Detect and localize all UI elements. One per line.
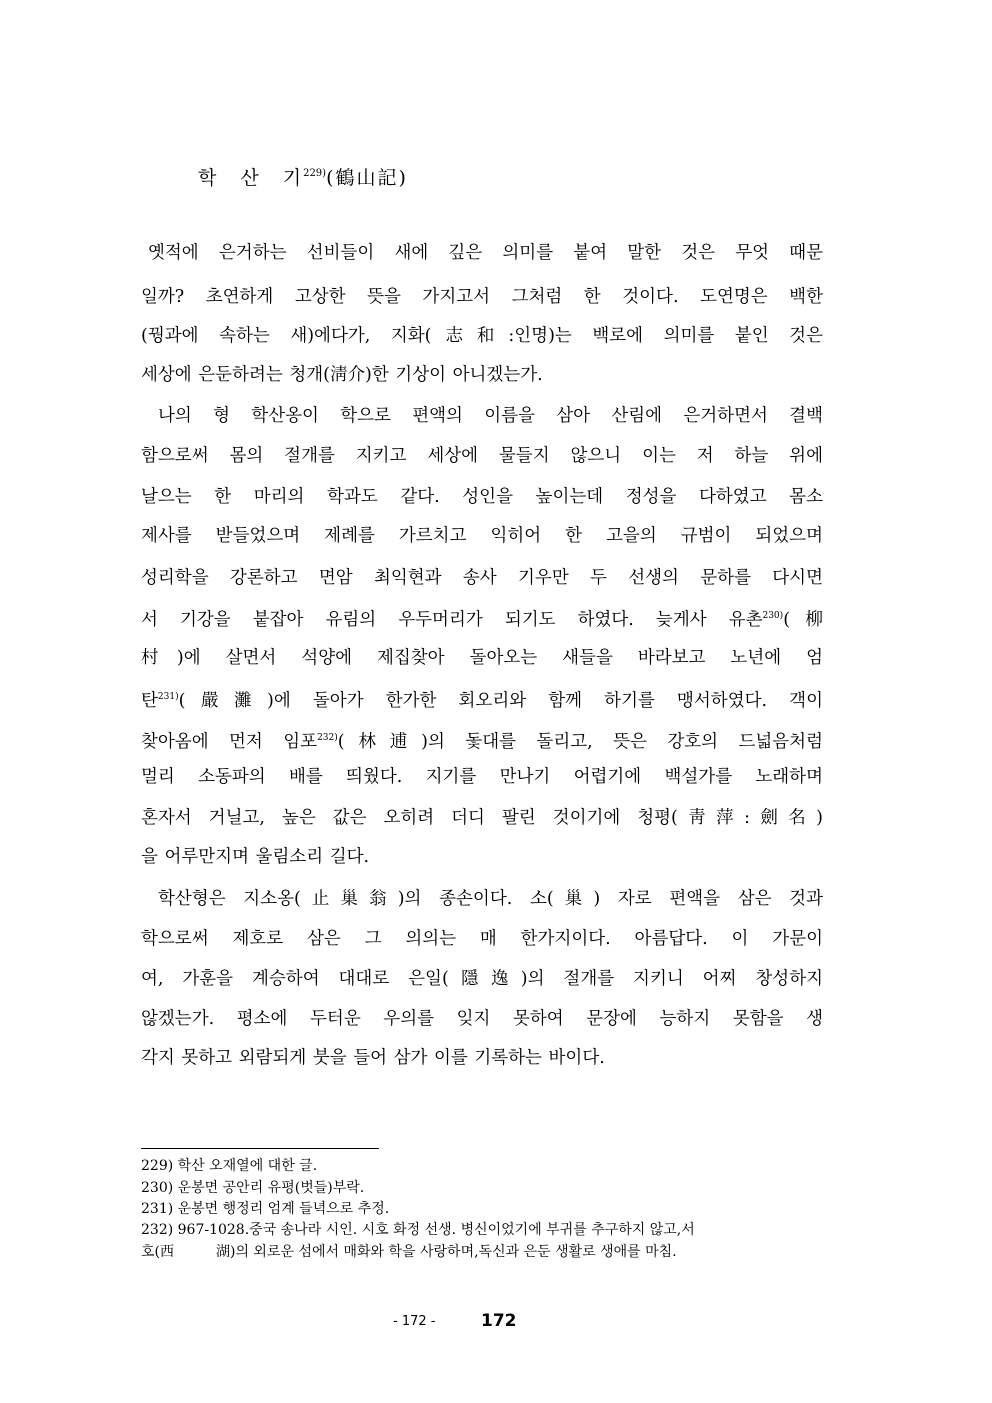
paragraph3-line-5: 각지 못하고 외람되게 붓을 들어 삼가 이를 기록하는 바이다.	[141, 1048, 605, 1068]
paragraph2-line-8	[141, 687, 823, 711]
footnote-229: 229) 학산 오재열에 대한 글.	[141, 1158, 318, 1174]
footnote-ref-232: 232)	[317, 733, 338, 743]
paragraph3-line-4: 않겠는가. 평소에 두터운 우의를 잊지 못하여 문장에 능하지 못함을 생	[141, 1009, 823, 1029]
paragraph1-line-1: 옛적에 은거하는 선비들이 새에 깊은 의미를 붙여 말한 것은 무엇 때문	[148, 243, 823, 263]
line-9-text-b: (林逋)의 돛대를 돌리고, 뜻은 강호의 드넓음처럼	[337, 732, 823, 752]
paragraph1-line-4: 세상에 은둔하려는 청개(淸介)한 기상이 아니겠는가.	[141, 365, 543, 385]
paragraph3-line-1: 학산형은 지소옹(止巢翁)의 종손이다. 소(巢) 자로 편액을 삼은 것과	[158, 889, 823, 909]
paragraph2-line-2: 함으로써 몸의 절개를 지키고 세상에 물들지 않으니 이는 저 하늘 위에	[141, 446, 823, 466]
footnote-ref-230: 230)	[762, 611, 784, 621]
footnote-230: 230) 운봉면 공안리 유평(벗들)부락.	[141, 1180, 365, 1196]
page-number: - 172 -	[393, 1314, 436, 1329]
footnote-ref-229: 229)	[303, 168, 327, 179]
page-number-bold: 172	[481, 1311, 517, 1331]
paragraph2-line-9	[141, 728, 823, 752]
line-8-text-a: 탄	[141, 691, 158, 711]
title-char-2: 산	[240, 167, 261, 189]
line-6-text-a: 서 기강을 붙잡아 유림의 우두머리가 되기도 하였다. 늦게사 유촌	[141, 610, 763, 630]
paragraph2-line-11: 혼자서 거닐고, 높은 값은 오히려 더디 팔린 것이기에 청평(靑萍:劍名)	[141, 808, 823, 828]
paragraph2-line-10: 멀리 소동파의 배를 띄웠다. 지기를 만나기 어렵기에 백설가를 노래하며	[141, 767, 823, 787]
paragraph2-line-5: 성리학을 강론하고 면암 최익현과 송사 기우만 두 선생의 문하를 다시면	[141, 568, 823, 588]
paragraph3-line-2: 학으로써 제호로 삼은 그 의의는 매 한가지이다. 아름답다. 이 가문이	[141, 929, 823, 949]
footnote-ref-231: 231)	[157, 692, 179, 702]
footnote-232-line-1: 232) 967-1028.중국 송나라 시인. 시호 화정 선생. 병신이었기에 부귀를 추구하지 않고,서	[141, 1222, 695, 1238]
line-6-text-b: (柳	[783, 610, 824, 630]
paragraph1-line-2: 일까? 초연하게 고상한 뜻을 가지고서 그처럼 한 것이다. 도연명은 백한	[141, 287, 823, 307]
paragraph2-line-1: 나의 형 학산옹이 학으로 편액의 이름을 삼아 산림에 은거하면서 결백	[158, 406, 823, 426]
title-char-1: 학	[198, 167, 219, 189]
page-title	[198, 163, 408, 190]
paragraph2-line-6	[141, 606, 823, 630]
paragraph3-line-3: 여, 가훈을 계승하여 대대로 은일(隱逸)의 절개를 지키니 어찌 창성하지	[141, 969, 823, 989]
paragraph2-line-7: 村)에 살면서 석양에 제집찾아 돌아오는 새들을 바라보고 노년에 엄	[141, 648, 823, 668]
footnote-232-line-2	[141, 1244, 857, 1261]
footnote-divider	[141, 1148, 379, 1149]
footnote-231: 231) 운봉면 행정리 엄계 들녁으로 추정.	[141, 1201, 390, 1217]
paragraph2-line-4: 제사를 받들었으며 제례를 가르치고 익히어 한 고을의 규범이 되었으며	[141, 526, 823, 546]
line-8-text-b: (嚴灘)에 돌아가 한가한 회오리와 함께 하기를 맹서하였다. 객이	[178, 691, 823, 711]
paragraph1-line-3: (꿩과에 속하는 새)에다가, 지화(志和:인명)는 백로에 의미를 붙인 것은	[141, 326, 823, 346]
footnote-232-text-b: 湖)의 외로운 섬에서 매화와 학을 사랑하며,독신과 은둔 생활로 생애를 마침.	[216, 1244, 677, 1260]
paragraph2-line-12: 을 어루만지며 울림소리 길다.	[141, 847, 370, 867]
title-hanja: (鶴山記)	[326, 167, 408, 189]
paragraph2-line-3: 날으는 한 마리의 학과도 같다. 성인을 높이는데 정성을 다하였고 몸소	[141, 487, 823, 507]
title-char-3: 기	[282, 167, 304, 189]
line-9-text-a: 찾아옴에 먼저 임포	[141, 732, 318, 752]
footnote-232-text-a: 호(西	[141, 1244, 174, 1260]
